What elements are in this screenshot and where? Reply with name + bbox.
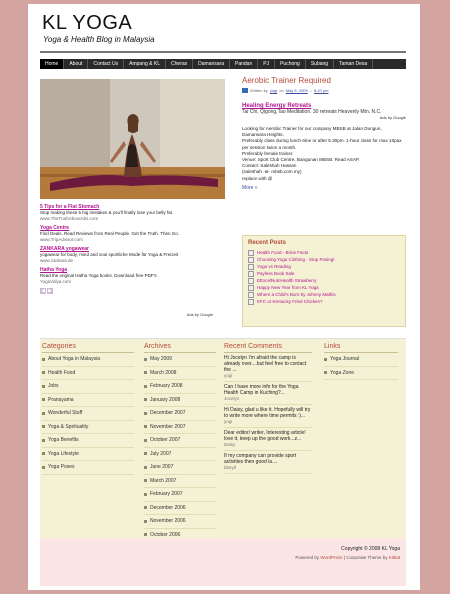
category-item[interactable]: Health Food [42,367,134,381]
site-tagline: Yoga & Health Blog in Malaysia [43,35,155,44]
category-item[interactable]: Yoga Poses [42,461,134,475]
post-paragraph: Preferably class during lunch-time or after 5.30pm. 1-hour class for max 10pax per session twice a month. [242,138,402,150]
link-item[interactable]: Yoga Journal [324,353,398,367]
ad-title[interactable]: Hatha Yoga [40,267,68,273]
bullet-icon [144,520,147,523]
comment-item[interactable]: If my company can provide sport activities then good la.... bbeyll [224,451,312,474]
nav-item-contact[interactable]: Contact Us [88,59,124,69]
post-bullet-icon [248,250,254,256]
archive-item[interactable]: November 2007 [144,421,216,435]
comment-item[interactable]: Hi Jocelyn I'm afraid the camp is already over....but feel free to contact the ... yogi [224,353,312,382]
archive-item[interactable]: December 2007 [144,407,216,421]
categories-title: Categories [42,343,134,353]
post-paragraph: Looking for Aerobic Trainer for our company MBSB at Jalan Dungun, Damansara Heights. [242,126,382,138]
category-item[interactable]: Jobs [42,380,134,394]
theme-author-link[interactable]: Kitkat [388,555,400,560]
archives-widget [144,343,216,556]
bullet-icon [144,479,147,482]
ads-left [40,204,225,317]
inline-ad-description: Tai Chi, Qigong,Tao Meditation. 30 retreats Heavenly Mtn. N.C. [242,109,382,115]
bullet-icon [144,371,147,374]
post-bullet-icon [248,271,254,277]
categories-widget [42,343,134,475]
comment-item[interactable]: Can I have more info for the Yoga Health Camp in Kuching?... Jocelyn [224,382,312,405]
ad-description: Stop making these 5 big mistakes & you'll finally lose your belly fat. [40,210,174,215]
post-date[interactable]: May 5, 2009 [285,88,308,93]
nav-item-home[interactable]: Home [40,59,64,69]
bullet-icon [42,385,45,388]
ad-url[interactable]: www.TheTruthAboutAbs.com [40,216,99,221]
post-bullet-icon [248,257,254,263]
recent-post-item[interactable]: Where a Child's Born by Johnny Mathis [248,291,400,298]
ad-unit [40,246,225,263]
footer [40,538,406,586]
nav-item-ampang[interactable]: Ampang & KL [124,59,166,69]
nav-item-pj[interactable]: PJ [258,59,275,69]
nav-item-cheras[interactable]: Cheras [166,59,193,69]
recent-posts-title: Recent Posts [248,240,287,246]
archive-item[interactable]: January 2008 [144,394,216,408]
meta-dash: – [309,88,312,93]
category-item[interactable]: Yoga & Spirituality [42,421,134,435]
more-link[interactable]: More » [242,184,258,191]
ad-description: yogawear for body, mind and soul sportliche Mode für Yoga & Freizeit [40,252,179,257]
ad-title[interactable]: ZANKARA yogawear [40,246,89,252]
nav-item-taman-desa[interactable]: Taman Desa [334,59,373,69]
bullet-icon [144,439,147,442]
ad-url[interactable]: www.zankara.de [40,258,74,263]
archive-item[interactable]: November 2006 [144,515,216,529]
bullet-icon [42,371,45,374]
wordpress-link[interactable]: WordPress [320,555,343,560]
bullet-icon [42,439,45,442]
post-bullet-icon [248,278,254,284]
post-meta [242,88,406,93]
ads-by-google[interactable]: Ads by Google [379,115,406,120]
main-nav [40,59,406,69]
ad-description: Read the original Hatha Yoga books. Download free PDF's [40,273,157,278]
bullet-icon [144,533,147,536]
recent-comments-title: Recent Comments [224,343,312,353]
powered-by: Powered by WordPress | Corporate Theme by Kitkat [295,555,400,560]
post-paragraph: (saleshah -at- mbsb.com.my) [242,169,302,175]
post-bullet-icon [248,264,254,270]
bullet-icon [144,493,147,496]
bullet-icon [42,466,45,469]
nav-item-puchong[interactable]: Puchong [275,59,306,69]
recent-post-item[interactable]: Yoga vs Reading [248,263,400,270]
post-bullet-icon [248,292,254,298]
bullet-icon [144,506,147,509]
inline-ad-title[interactable]: Healing Energy Retreats [242,103,312,109]
post-body [242,126,406,182]
bullet-icon [42,412,45,415]
bullet-icon [144,358,147,361]
bullet-icon [324,371,327,374]
ad-unit [40,225,225,242]
category-item[interactable]: About Yoga in Malaysia [42,353,134,367]
ad-title[interactable]: 5 Tips for a Flat Stomach [40,204,100,210]
lower-widgets [40,338,406,539]
recent-post-item[interactable]: KFC or Kentucky Fried Chicken? [248,298,400,305]
copyright: Copyright © 2008 KL Yoga [341,546,400,552]
recent-post-item[interactable]: Happy New Year from KL Yoga [248,284,400,291]
post-paragraph: replace with @ [242,175,273,181]
archive-item[interactable]: July 2007 [144,448,216,462]
post-bullet-icon [248,299,254,305]
link-item[interactable]: Yoga Zone [324,367,398,381]
ad-unit [40,267,225,284]
archive-item[interactable]: October 2007 [144,434,216,448]
blog-post [242,76,406,191]
ad-url[interactable]: YogaVidya.com [40,279,72,284]
post-icon [242,88,248,93]
ad-nav [40,288,225,294]
recent-post-item[interactable]: Choosing Yoga Clothing - Stop Posing! [248,256,400,263]
nav-item-damansara[interactable]: Damansara [193,59,230,69]
archive-item[interactable]: February 2008 [144,380,216,394]
links-title: Links [324,343,398,353]
archive-item[interactable]: March 2008 [144,367,216,381]
archives-title: Archives [144,343,216,353]
site-title[interactable]: KL YOGA [42,12,133,34]
bullet-icon [42,398,45,401]
ad-description: Find Deals, Read Reviews from Real People. Get the Truth. Then Go. [40,231,179,236]
next-arrow-icon[interactable]: ▶ [48,288,52,294]
category-item[interactable]: Pranayama [42,394,134,408]
category-item[interactable]: Yoga Lifestyle [42,448,134,462]
ad-title[interactable]: Yoga Centre [40,225,70,231]
page [28,4,420,590]
comment-item[interactable]: Hi Daisy, glad u like it. Hopefully will try to write more where time permits :)... yogi [224,405,312,428]
archive-item[interactable]: June 2007 [144,461,216,475]
bullet-icon [144,425,147,428]
nav-item-subang[interactable]: Subang [306,59,334,69]
archive-item[interactable]: May 2009 [144,353,216,367]
recent-post-item[interactable]: Payless Book Sale [248,270,400,277]
archive-item[interactable]: December 2006 [144,502,216,516]
bullet-icon [42,358,45,361]
meta-on: on [279,88,284,93]
nav-item-pandan[interactable]: Pandan [230,59,258,69]
bullet-icon [144,452,147,455]
bullet-icon [42,425,45,428]
recent-post-item[interactable]: Health Food - Brine Facts [248,249,400,256]
recent-posts-box [242,235,406,327]
bullet-icon [324,358,327,361]
bullet-icon [144,398,147,401]
bullet-icon [144,412,147,415]
yoga-photo [40,79,225,199]
ad-unit [40,204,225,221]
post-author[interactable]: yogi [269,88,278,93]
post-paragraph: Venue: Sport Club Centre, Bangunan MBSB. Read ASAP. [242,157,360,163]
bullet-icon [42,452,45,455]
post-bullet-icon [248,285,254,291]
inline-ad [242,103,406,120]
meta-written-by: Written by [250,88,268,93]
bullet-icon [144,466,147,469]
post-title[interactable]: Aerobic Trainer Required [242,76,331,85]
post-time[interactable]: 6:10 pm [313,88,329,93]
header-divider [40,51,406,53]
post-paragraph: Preferably female trainer. [242,150,294,156]
category-item[interactable]: Yoga Benefits [42,434,134,448]
links-widget [324,343,398,380]
ad-url[interactable]: www.TripAdvisor.com [40,237,83,242]
nav-item-about[interactable]: About [64,59,88,69]
recent-comments-widget [224,343,312,474]
archive-item[interactable]: March 2007 [144,475,216,489]
archive-item[interactable]: February 2007 [144,488,216,502]
prev-arrow-icon[interactable]: ◀ [41,288,45,294]
comment-item[interactable]: Dear editor/ writer, Interesting article! love it, keep up the good work...z... Daisy [224,428,312,451]
recent-post-item[interactable]: EExcelNutriHealth Strawberry [248,277,400,284]
bullet-icon [144,385,147,388]
archive-item[interactable]: October 2006 [144,529,216,543]
post-paragraph: Contact: Saleshah Hassan [242,163,297,169]
ads-by-google[interactable]: Ads by Google [186,312,213,317]
category-item[interactable]: Wonderful Stuff [42,407,134,421]
